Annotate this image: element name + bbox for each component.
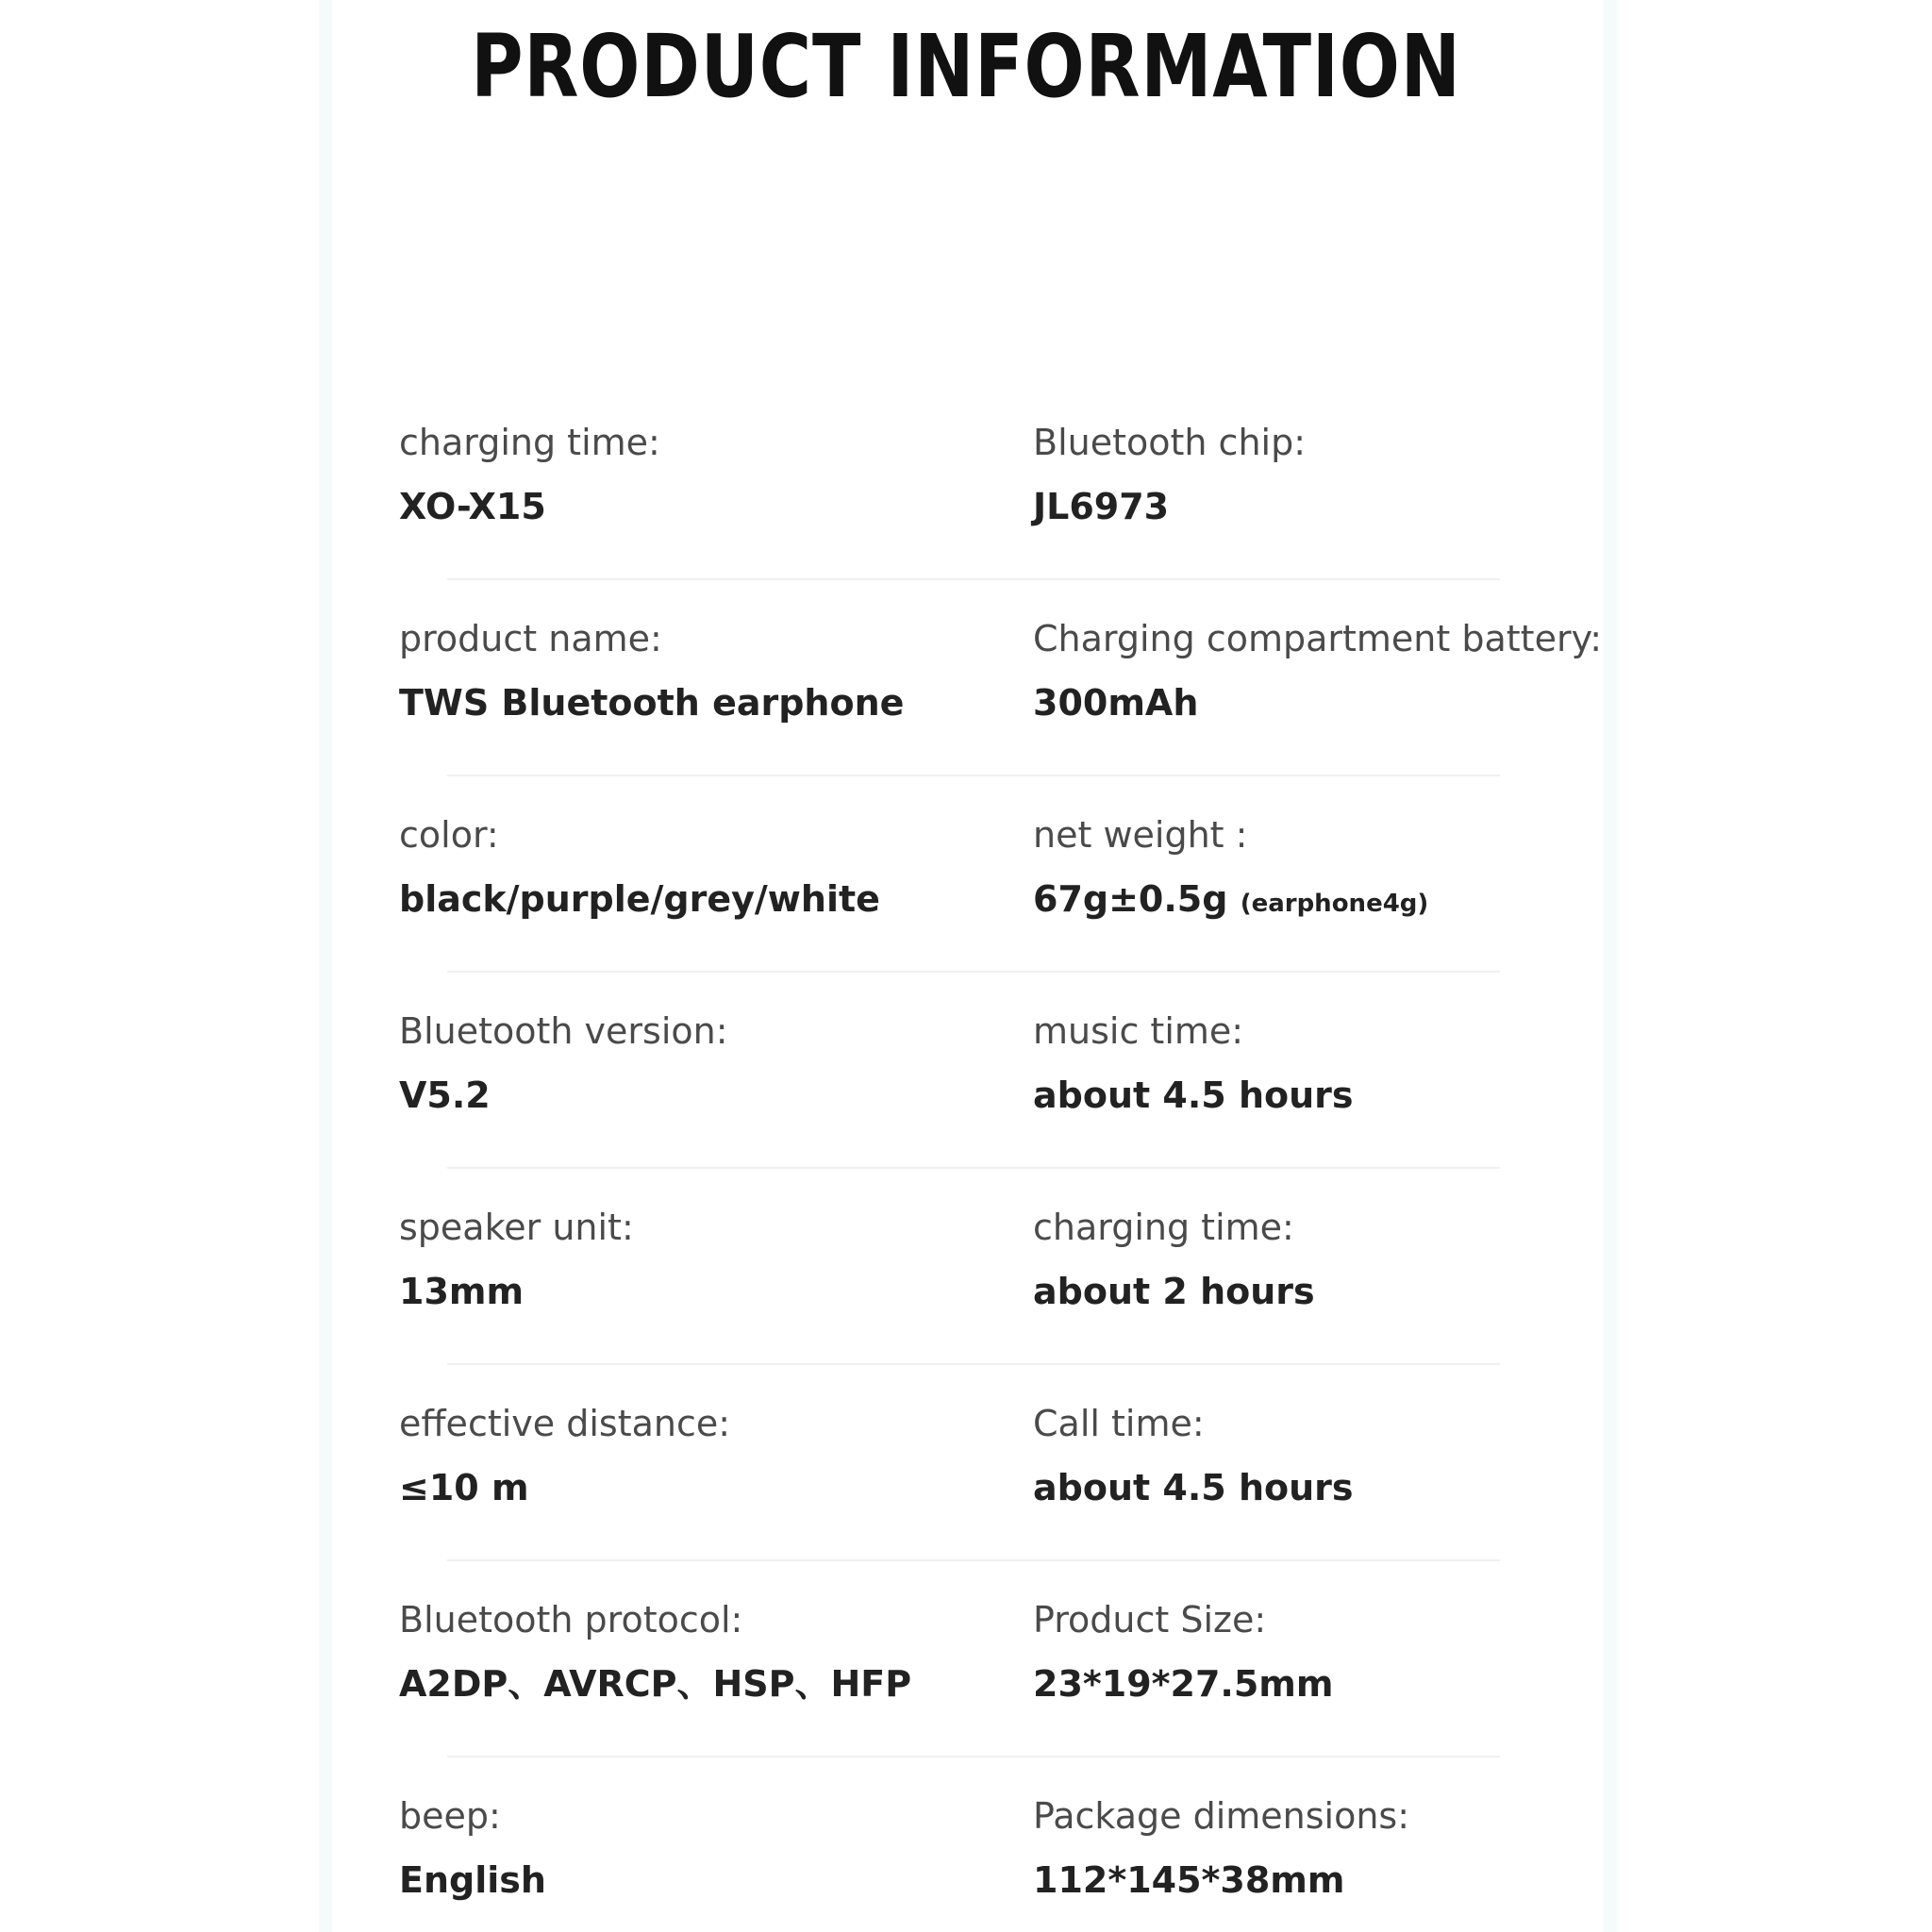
spec-cell-left	[399, 1795, 546, 1901]
spec-label: beep:	[399, 1795, 501, 1837]
spec-label: Call time:	[1033, 1403, 1205, 1444]
spec-label: Product Size:	[1033, 1599, 1267, 1641]
spec-cell-right	[1033, 618, 1603, 724]
spec-value-main: 67g±0.5g	[1033, 878, 1228, 920]
spec-label: Bluetooth protocol:	[399, 1599, 743, 1641]
spec-value: TWS Bluetooth earphone	[399, 682, 905, 724]
spec-value: A2DP、AVRCP、HSP、HFP	[399, 1663, 912, 1705]
spec-label: charging time:	[399, 422, 660, 463]
spec-cell-left	[399, 1403, 731, 1508]
spec-value-main: 300mAh	[1033, 682, 1199, 724]
spec-cell-left	[399, 618, 905, 724]
spec-label: effective distance:	[399, 1403, 731, 1444]
spec-cell-right	[1033, 1599, 1334, 1705]
spec-value	[1033, 1271, 1315, 1312]
spec-label: product name:	[399, 618, 662, 659]
spec-value: ≤10 m	[399, 1467, 529, 1508]
row-divider	[447, 1363, 1500, 1365]
spec-row	[0, 1599, 1932, 1798]
spec-table	[0, 422, 1932, 1932]
spec-label: Package dimensions:	[1033, 1795, 1410, 1837]
spec-value-main: JL6973	[1033, 486, 1170, 527]
spec-value-main: 23*19*27.5mm	[1033, 1663, 1334, 1705]
spec-label: net weight :	[1033, 814, 1248, 856]
spec-cell-right	[1033, 1795, 1410, 1901]
page-title: PRODUCT INFORMATION	[471, 16, 1461, 117]
spec-value-main: about 4.5 hours	[1033, 1467, 1354, 1508]
spec-value	[1033, 1467, 1354, 1508]
spec-value-main: about 4.5 hours	[1033, 1074, 1354, 1116]
spec-row	[0, 618, 1932, 817]
spec-label: Bluetooth version:	[399, 1010, 728, 1052]
spec-value	[1033, 1859, 1409, 1901]
spec-cell-right	[1033, 814, 1429, 920]
row-divider	[447, 1559, 1500, 1561]
spec-cell-left	[399, 814, 880, 920]
spec-row	[0, 422, 1932, 621]
spec-value: XO-X15	[399, 486, 546, 527]
spec-value: black/purple/grey/white	[399, 878, 880, 920]
spec-value	[1033, 682, 1602, 724]
spec-row	[0, 1209, 1932, 1406]
spec-value	[1033, 486, 1306, 527]
row-divider	[447, 1756, 1500, 1757]
row-divider	[447, 1167, 1500, 1169]
spec-value: V5.2	[399, 1074, 491, 1116]
spec-value	[1033, 1663, 1334, 1705]
spec-value-note: (earphone4g)	[1240, 890, 1429, 918]
spec-row	[0, 814, 1932, 1013]
spec-row	[0, 1795, 1932, 1932]
spec-cell-left	[399, 422, 660, 527]
spec-row	[0, 1010, 1932, 1209]
spec-cell-left	[399, 1207, 634, 1312]
spec-value-main: 112*145*38mm	[1033, 1859, 1345, 1901]
spec-label: charging time:	[1033, 1207, 1294, 1248]
spec-row	[0, 1403, 1932, 1602]
spec-value	[1033, 878, 1429, 920]
spec-cell-right	[1033, 1207, 1315, 1312]
spec-value: English	[399, 1859, 546, 1901]
row-divider	[447, 578, 1500, 580]
spec-cell-right	[1033, 1010, 1354, 1116]
spec-label: Bluetooth chip:	[1033, 422, 1307, 463]
spec-label: music time:	[1033, 1010, 1244, 1052]
spec-cell-right	[1033, 422, 1307, 527]
spec-label: color:	[399, 814, 499, 856]
spec-value-main: about 2 hours	[1033, 1271, 1315, 1312]
spec-value: 13mm	[399, 1271, 525, 1312]
spec-label: speaker unit:	[399, 1207, 634, 1248]
spec-value	[1033, 1074, 1354, 1116]
spec-cell-right	[1033, 1403, 1354, 1508]
row-divider	[447, 971, 1500, 973]
spec-cell-left	[399, 1599, 912, 1705]
spec-label: Charging compartment battery:	[1033, 618, 1603, 659]
spec-cell-left	[399, 1010, 728, 1116]
row-divider	[447, 774, 1500, 776]
